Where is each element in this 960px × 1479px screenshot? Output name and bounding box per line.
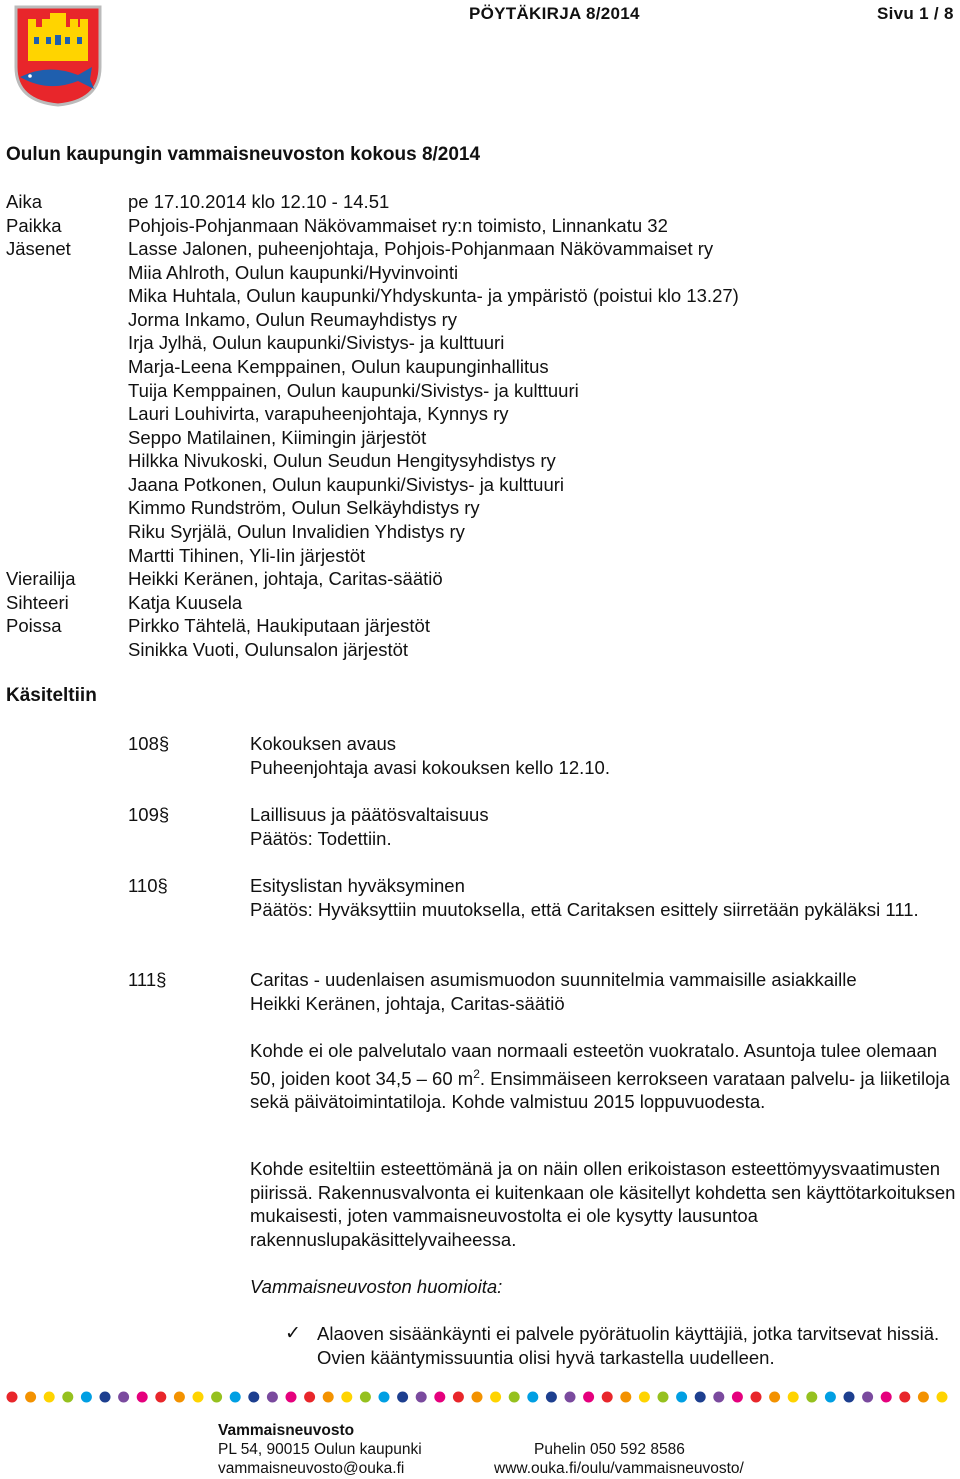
item-title: Caritas - uudenlaisen asumismuodon suunnitelmia vammaisille asiakkaille bbox=[250, 969, 857, 990]
member-name: Martti Tihinen, Yli-Iin järjestöt bbox=[128, 545, 366, 566]
place-value: Pohjois-Pohjanmaan Näkövammaiset ry:n toimisto, Linnankatu 32 bbox=[128, 215, 668, 236]
decorative-dot bbox=[397, 1392, 408, 1403]
member-name: Irja Jylhä, Oulun kaupunki/Sivistys- ja kulttuuri bbox=[128, 332, 505, 353]
decorative-dot bbox=[230, 1392, 241, 1403]
decorative-dot bbox=[751, 1392, 762, 1403]
decorative-dot-row bbox=[6, 1390, 956, 1404]
item-number: 109§ bbox=[128, 804, 170, 825]
member-name: Riku Syrjälä, Oulun Invalidien Yhdistys ry bbox=[128, 521, 465, 542]
member-name: Miia Ahlroth, Oulun kaupunki/Hyvinvointi bbox=[128, 262, 459, 283]
footer-email: vammaisneuvosto@ouka.fi bbox=[218, 1460, 405, 1477]
meeting-title: Oulun kaupungin vammaisneuvoston kokous 8/2014 bbox=[6, 144, 481, 165]
footer-web: www.ouka.fi/oulu/vammaisneuvosto/ bbox=[494, 1460, 744, 1477]
decorative-dot bbox=[248, 1392, 259, 1403]
decorative-dot bbox=[806, 1392, 817, 1403]
decorative-dot bbox=[825, 1392, 836, 1403]
decorative-dot bbox=[899, 1392, 910, 1403]
time-value: pe 17.10.2014 klo 12.10 - 14.51 bbox=[128, 191, 390, 212]
footer-org: Vammaisneuvosto bbox=[218, 1422, 355, 1439]
decorative-dot bbox=[155, 1392, 166, 1403]
decorative-dot bbox=[100, 1392, 111, 1403]
members-label: Jäsenet bbox=[6, 238, 71, 259]
decorative-dot bbox=[81, 1392, 92, 1403]
decorative-dot bbox=[341, 1392, 352, 1403]
decorative-dot bbox=[193, 1392, 204, 1403]
absent-name: Sinikka Vuoti, Oulunsalon järjestöt bbox=[128, 639, 409, 660]
decorative-dot bbox=[788, 1392, 799, 1403]
time-label: Aika bbox=[6, 191, 42, 212]
para1-text-b: . Ensimmäiseen kerrokseen varataan palvelu- ja liiketiloja sekä päivätoimintatiloja. Kohde valmistuu 2015 loppuvuodesta. bbox=[250, 1067, 950, 1113]
decorative-dot bbox=[472, 1392, 483, 1403]
member-name: Seppo Matilainen, Kiimingin järjestöt bbox=[128, 427, 427, 448]
item111-paragraph-2: Kohde esiteltiin esteettömänä ja on näin ollen erikoistason esteettömyysvaatimusten piirissä. Rakennusvalvonta ei kuitenkaan ole käsitellyt kohdetta sen käyttötarkoituksen mukaisesti, joten vammaisneuvostolta ei ole kysytty lausuntoa rakennuslupakäsittelyvaiheessa. bbox=[250, 1158, 956, 1250]
decorative-dot bbox=[286, 1392, 297, 1403]
member-name: Lasse Jalonen, puheenjohtaja, Pohjois-Pohjanmaan Näkövammaiset ry bbox=[128, 238, 714, 259]
item-number: 110§ bbox=[128, 875, 168, 896]
decorative-dot bbox=[453, 1392, 464, 1403]
member-name: Marja-Leena Kemppainen, Oulun kaupunginhallitus bbox=[128, 356, 549, 377]
decorative-dot bbox=[211, 1392, 222, 1403]
visitor-value: Heikki Keränen, johtaja, Caritas-säätiö bbox=[128, 568, 443, 589]
item-number: 108§ bbox=[128, 733, 170, 754]
member-name: Kimmo Rundström, Oulun Selkäyhdistys ry bbox=[128, 497, 480, 518]
absent-name: Pirkko Tähtelä, Haukiputaan järjestöt bbox=[128, 615, 430, 636]
remark-bullet: Alaoven sisäänkäynti ei palvele pyörätuolin käyttäjiä, jotka tarvitsevat hissiä. Ovien kääntymissuuntia olisi hyvä tarkastella uudelleen. bbox=[317, 1323, 940, 1368]
decorative-dot bbox=[416, 1392, 427, 1403]
visitor-label: Vierailija bbox=[6, 568, 76, 589]
decorative-dot bbox=[62, 1392, 73, 1403]
decorative-dot bbox=[583, 1392, 594, 1403]
decorative-dot bbox=[304, 1392, 315, 1403]
item111-paragraph-1 bbox=[250, 1039, 958, 1114]
item-text: Päätös: Hyväksyttiin muutoksella, että Caritaksen esittely siirretään pykäläksi 111. bbox=[250, 898, 919, 920]
decorative-dot bbox=[323, 1392, 334, 1403]
item-number: 111§ bbox=[128, 969, 167, 990]
item-text: Päätös: Todettiin. bbox=[250, 827, 392, 849]
item-title: Laillisuus ja päätösvaltaisuus bbox=[250, 804, 489, 825]
page-number: Sivu 1 / 8 bbox=[877, 4, 954, 23]
decorative-dot bbox=[527, 1392, 538, 1403]
decorative-dot bbox=[732, 1392, 743, 1403]
member-name: Lauri Louhivirta, varapuheenjohtaja, Kynnys ry bbox=[128, 403, 509, 424]
decorative-dot bbox=[713, 1392, 724, 1403]
oulu-coat-of-arms-logo bbox=[14, 5, 102, 107]
member-name: Mika Huhtala, Oulun kaupunki/Yhdyskunta- ja ympäristö (poistui klo 13.27) bbox=[128, 285, 739, 306]
member-name: Jaana Potkonen, Oulun kaupunki/Sivistys- ja kulttuuri bbox=[128, 474, 565, 495]
item-title: Esityslistan hyväksyminen bbox=[250, 875, 465, 896]
member-name: Tuija Kemppainen, Oulun kaupunki/Sivistys- ja kulttuuri bbox=[128, 380, 579, 401]
decorative-dot bbox=[379, 1392, 390, 1403]
decorative-dot bbox=[639, 1392, 650, 1403]
para1-text-a: Kohde ei ole palvelutalo vaan normaali esteetön vuokratalo. Asuntoja tulee olemaan 50, joiden koot 34,5 – 60 m bbox=[250, 1040, 938, 1089]
item-text: Heikki Keränen, johtaja, Caritas-säätiö bbox=[250, 992, 565, 1014]
decorative-dot bbox=[490, 1392, 501, 1403]
decorative-dot bbox=[137, 1392, 148, 1403]
decorative-dot bbox=[360, 1392, 371, 1403]
document-title: PÖYTÄKIRJA 8/2014 bbox=[469, 4, 640, 23]
decorative-dot bbox=[658, 1392, 669, 1403]
decorative-dot bbox=[267, 1392, 278, 1403]
decorative-dot bbox=[602, 1392, 613, 1403]
decorative-dot bbox=[620, 1392, 631, 1403]
decorative-dot bbox=[565, 1392, 576, 1403]
decorative-dot bbox=[118, 1392, 129, 1403]
item-title: Kokouksen avaus bbox=[250, 733, 397, 754]
decorative-dot bbox=[769, 1392, 780, 1403]
decorative-dot bbox=[676, 1392, 687, 1403]
decorative-dot bbox=[862, 1392, 873, 1403]
decorative-dot bbox=[695, 1392, 706, 1403]
decorative-dot bbox=[881, 1392, 892, 1403]
decorative-dot bbox=[174, 1392, 185, 1403]
footer-address: PL 54, 90015 Oulun kaupunki bbox=[218, 1441, 422, 1458]
decorative-dot bbox=[844, 1392, 855, 1403]
place-label: Paikka bbox=[6, 215, 62, 236]
remarks-heading: Vammaisneuvoston huomioita: bbox=[250, 1276, 503, 1297]
para1-superscript: 2 bbox=[473, 1066, 480, 1081]
decorative-dot bbox=[434, 1392, 445, 1403]
footer-phone: Puhelin 050 592 8586 bbox=[534, 1441, 685, 1458]
decorative-dot bbox=[44, 1392, 55, 1403]
member-name: Jorma Inkamo, Oulun Reumayhdistys ry bbox=[128, 309, 458, 330]
handled-heading: Käsiteltiin bbox=[6, 685, 97, 706]
secretary-label: Sihteeri bbox=[6, 592, 69, 613]
checkmark-icon: ✓ bbox=[285, 1323, 301, 1344]
secretary-value: Katja Kuusela bbox=[128, 592, 243, 613]
decorative-dot bbox=[509, 1392, 520, 1403]
decorative-dot bbox=[918, 1392, 929, 1403]
decorative-dot bbox=[937, 1392, 948, 1403]
decorative-dot bbox=[7, 1392, 18, 1403]
item-text: Puheenjohtaja avasi kokouksen kello 12.10. bbox=[250, 756, 610, 778]
decorative-dot bbox=[546, 1392, 557, 1403]
member-name: Hilkka Nivukoski, Oulun Seudun Hengitysyhdistys ry bbox=[128, 450, 556, 471]
decorative-dot bbox=[25, 1392, 36, 1403]
absent-label: Poissa bbox=[6, 615, 62, 636]
